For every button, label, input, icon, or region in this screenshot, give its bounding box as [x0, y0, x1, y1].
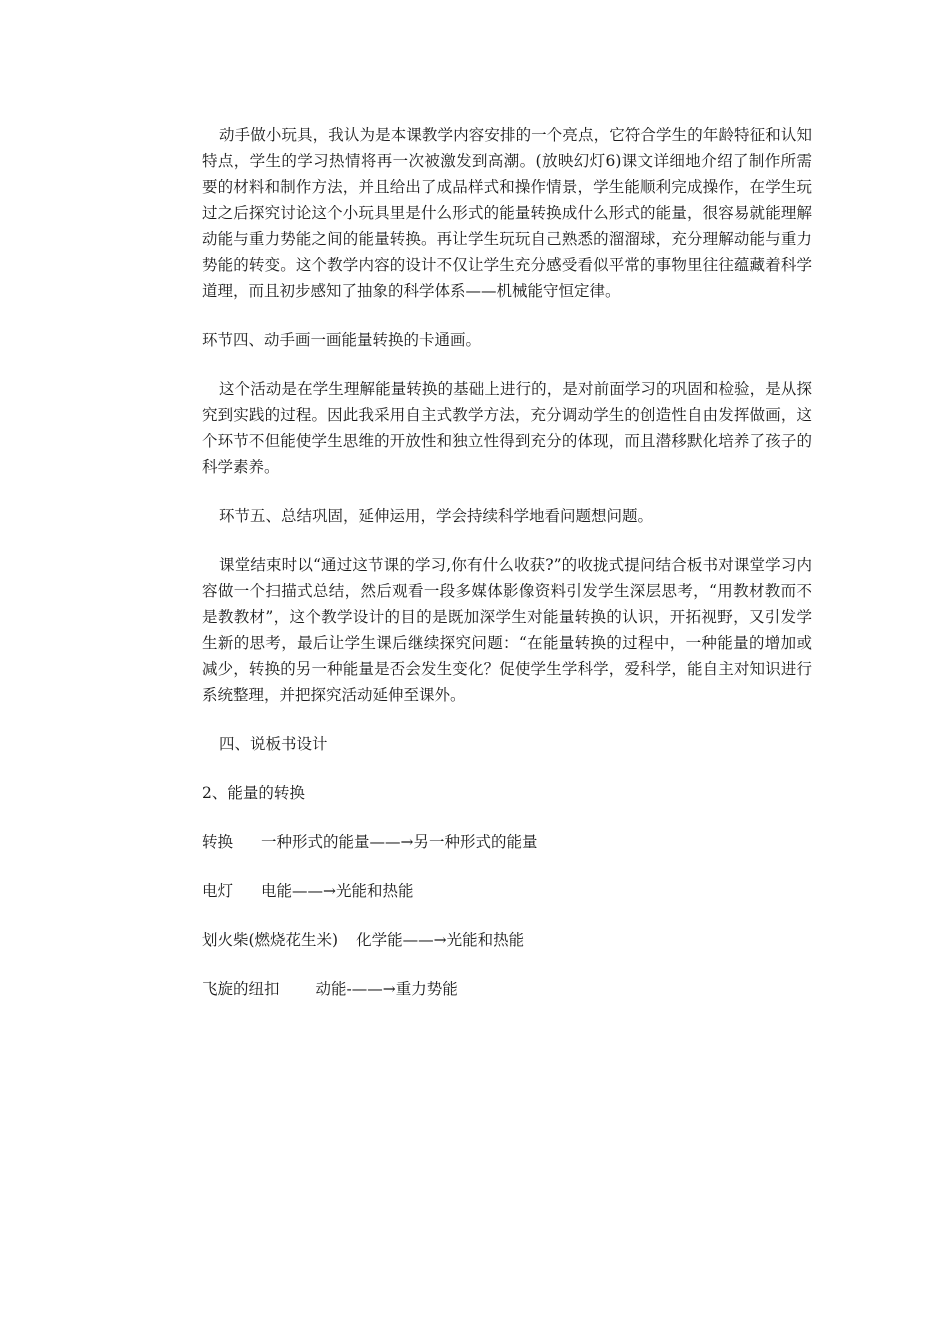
paragraph-toy-making: 动手做小玩具，我认为是本课教学内容安排的一个亮点，它符合学生的年龄特征和认知特点，学生的学习热情将再一次被激发到高潮。(放映幻灯6)课文详细地介绍了制作所需要的材料和制作方法，并且给出了成品样式和操作情景，学生能顺利完成操作，在学生玩过之后探究讨论这个小玩具里是什么形式的能量转换成什么形式的能量，很容易就能理解动能与重力势能之间的能量转换。再让学生玩玩自己熟悉的溜溜球，充分理解动能与重力势能的转变。这个教学内容的设计不仅让学生充分感受看似平常的事物里往往蕴藏着科学道理，而且初步感知了抽象的科学体系——机械能守恒定律。 [202, 126, 812, 300]
heading-board-design: 四、说板书设计 [219, 735, 328, 753]
board-row-conversion [202, 829, 812, 855]
board-row-label: 转换 [202, 833, 234, 851]
board-row-button [202, 976, 812, 1002]
board-row-value: 动能-——→重力势能 [315, 980, 458, 998]
board-row-label: 划火柴(燃烧花生米) [202, 931, 339, 949]
paragraph-drawing-activity: 这个活动是在学生理解能量转换的基础上进行的，是对前面学习的巩固和检验，是从探究到实践的过程。因此我采用自主式教学方法，充分调动学生的创造性自由发挥做画，这个环节不但能使学生思维的开放性和独立性得到充分的体现，而且潜移默化培养了孩子的科学素养。 [202, 380, 812, 476]
board-row-value: 电能——→光能和热能 [261, 882, 414, 900]
document-body [202, 122, 812, 1002]
board-row-value: 一种形式的能量——→另一种形式的能量 [261, 833, 538, 851]
board-row-match [202, 927, 812, 953]
board-title: 2、能量的转换 [202, 784, 305, 802]
board-row-label: 电灯 [202, 882, 234, 900]
paragraph-summary: 课堂结束时以“通过这节课的学习,你有什么收获?”的收拢式提问结合板书对课堂学习内容做一个扫描式总结，然后观看一段多媒体影像资料引发学生深层思考，“用教材教而不是教教材”，这个教学设计的目的是既加深学生对能量转换的认识，开拓视野，又引发学生新的思考，最后让学生课后继续探究问题：“在能量转换的过程中，一种能量的增加或减少，转换的另一种能量是否会发生变化？促使学生学科学，爱科学，能自主对知识进行系统整理，并把探究活动延伸至课外。 [202, 556, 812, 704]
heading-step-five: 环节五、总结巩固，延伸运用，学会持续科学地看问题想问题。 [219, 507, 654, 525]
board-row-value: 化学能——→光能和热能 [356, 931, 525, 949]
board-row-lamp [202, 878, 812, 904]
board-row-label: 飞旋的纽扣 [202, 980, 280, 998]
heading-step-four: 环节四、动手画一画能量转换的卡通画。 [202, 331, 482, 349]
